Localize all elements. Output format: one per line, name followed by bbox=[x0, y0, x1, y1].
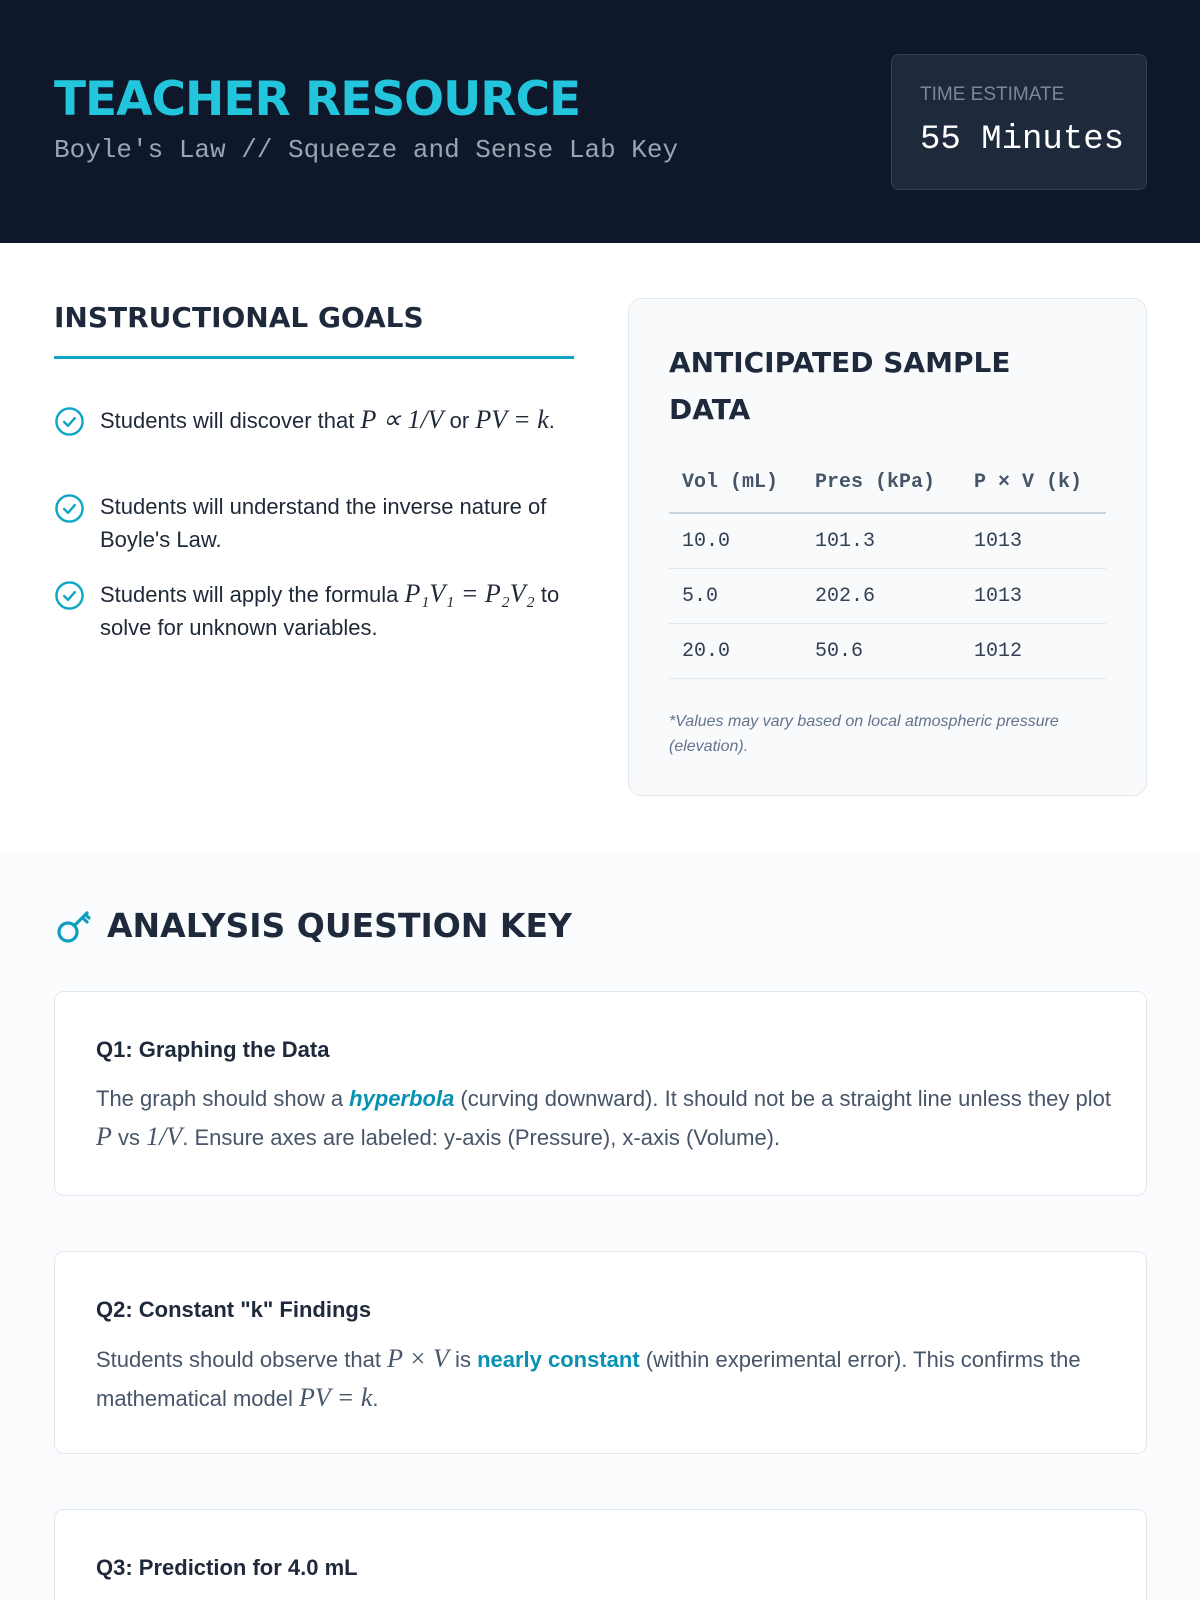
goals-divider bbox=[54, 356, 574, 359]
table-cell: 10.0 bbox=[682, 530, 731, 553]
table-header-cell: Vol (mL) bbox=[682, 471, 779, 494]
question-title: Q3: Prediction for 4.0 mL bbox=[96, 1555, 358, 1580]
page-title: TEACHER RESOURCE bbox=[54, 72, 581, 127]
analysis-section bbox=[0, 850, 1200, 1600]
question-answer: Students should observe that P × V is nearly constant (within experimental error). This confirms the mathematical model PV = k. bbox=[96, 1344, 1081, 1412]
table-cell: 20.0 bbox=[682, 640, 731, 663]
table-header-cell: Pres (kPa) bbox=[815, 471, 936, 494]
goal-text: Students will understand the inverse nature of Boyle's Law. bbox=[100, 494, 547, 552]
goal-item bbox=[54, 577, 580, 643]
table-cell: 1012 bbox=[974, 640, 1023, 663]
question-card bbox=[54, 1251, 1147, 1454]
time-estimate-label: TIME ESTIMATE bbox=[920, 84, 1065, 105]
time-estimate-value: 55 Minutes bbox=[920, 121, 1125, 159]
table-cell: 1013 bbox=[974, 585, 1023, 608]
analysis-heading: ANALYSIS QUESTION KEY bbox=[107, 906, 572, 945]
key-icon bbox=[54, 906, 94, 946]
question-title: Q2: Constant "k" Findings bbox=[96, 1297, 372, 1322]
time-estimate-box bbox=[891, 54, 1147, 190]
question-answer: The graph should show a hyperbola (curving downward). It should not be a straight line unless they plot P vs 1/V. Ensure axes are labeled: y-axis (Pressure), x-axis (Volume). bbox=[96, 1086, 1112, 1151]
page-subtitle: Boyle's Law // Squeeze and Sense Lab Key bbox=[54, 135, 679, 165]
table-row bbox=[669, 624, 1106, 679]
sample-data-card bbox=[628, 298, 1147, 796]
table-header-cell: P × V (k) bbox=[974, 471, 1083, 494]
table-cell: 50.6 bbox=[815, 640, 864, 663]
check-circle-icon bbox=[54, 580, 85, 611]
check-circle-icon bbox=[54, 493, 85, 524]
goals-heading: INSTRUCTIONAL GOALS bbox=[54, 301, 424, 334]
table-cell: 1013 bbox=[974, 530, 1023, 553]
table-row bbox=[669, 569, 1106, 624]
table-cell: 202.6 bbox=[815, 585, 876, 608]
sample-data-heading: ANTICIPATED SAMPLE DATA bbox=[669, 346, 1011, 426]
question-card bbox=[54, 1509, 1147, 1600]
goal-text: Students will apply the formula P₁V₁ = P₂V₂ to solve for unknown variables. bbox=[100, 579, 560, 640]
table-cell: 101.3 bbox=[815, 530, 876, 553]
goal-item bbox=[54, 490, 580, 556]
goal-text: Students will discover that P ∝ 1/V or PV = k. bbox=[100, 405, 555, 434]
page-header bbox=[0, 0, 1200, 243]
question-card bbox=[54, 991, 1147, 1196]
table-cell: 5.0 bbox=[682, 585, 719, 608]
answer-highlight: nearly constant bbox=[477, 1347, 640, 1372]
check-circle-icon bbox=[54, 406, 85, 437]
goal-item bbox=[54, 403, 580, 469]
answer-highlight: hyperbola bbox=[349, 1086, 455, 1111]
question-title: Q1: Graphing the Data bbox=[96, 1037, 330, 1062]
table-row bbox=[669, 514, 1106, 569]
sample-data-footnote: *Values may vary based on local atmospheric pressure (elevation). bbox=[669, 713, 1059, 755]
